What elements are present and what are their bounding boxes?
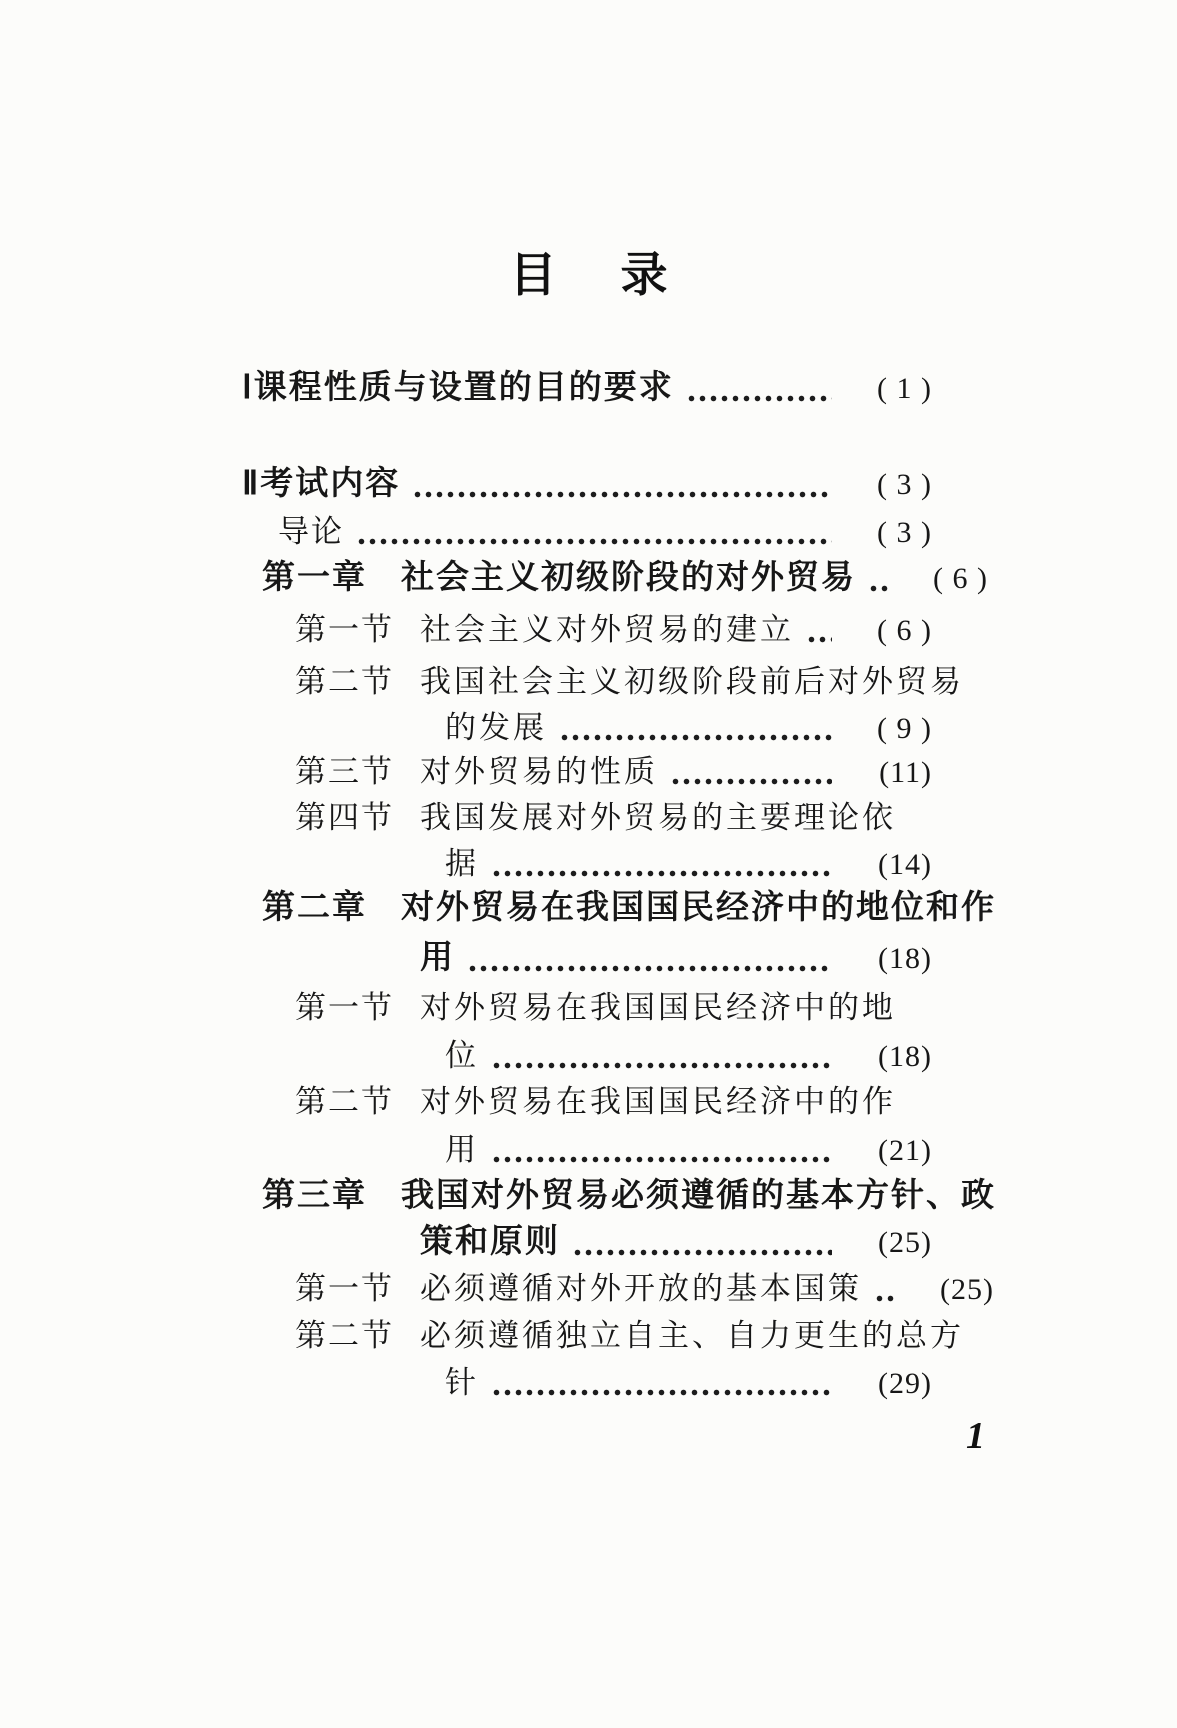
- toc-entry-label: 第一章: [262, 560, 367, 596]
- toc-entry-title: 对外贸易的性质: [420, 754, 658, 789]
- toc-entry-title: 社会主义对外贸易的建立: [420, 612, 794, 647]
- toc-entry-title: 位: [445, 1038, 479, 1073]
- dot-leader: [572, 1249, 832, 1256]
- toc-entry-title: 策和原则: [420, 1224, 560, 1260]
- toc-entry: [386, 1224, 932, 1262]
- toc-entry-page: (29): [878, 1367, 932, 1400]
- toc-entry-label: 导论: [278, 514, 344, 549]
- toc-entry: [262, 1178, 996, 1216]
- toc-entry: [419, 1132, 932, 1169]
- toc-entry-page: (25): [878, 1226, 932, 1259]
- toc-entry-label: 第一节: [295, 990, 394, 1025]
- toc-entry: [419, 710, 932, 747]
- page-number: 1: [966, 1415, 985, 1457]
- toc-entry: [242, 370, 932, 408]
- toc-entry: [262, 890, 996, 928]
- dot-leader: [491, 1062, 832, 1069]
- toc-entry: [295, 800, 932, 836]
- toc-entry-title: 我国对外贸易必须遵循的基本方针、政: [401, 1178, 996, 1214]
- toc-entry-title: 对外贸易在我国国民经济中的作: [420, 1084, 896, 1119]
- dot-leader: [868, 585, 888, 592]
- toc-entry-title: 社会主义初级阶段的对外贸易: [401, 560, 856, 596]
- toc-entry: [295, 990, 932, 1026]
- toc-entry: [295, 1271, 994, 1308]
- toc-entry-title: 必须遵循对外开放的基本国策: [420, 1271, 862, 1306]
- toc-entry: [419, 1038, 932, 1075]
- toc-entry-label: 第四节: [295, 800, 394, 835]
- toc-entry-page: (18): [878, 942, 932, 975]
- toc-entry-label: 第二节: [295, 1318, 394, 1353]
- dot-leader: [806, 636, 832, 643]
- toc-entry-label: 第三章: [262, 1178, 367, 1214]
- toc-entry-title: 我国发展对外贸易的主要理论依: [420, 800, 896, 835]
- toc-entry-page: ( 1 ): [877, 372, 932, 405]
- toc-entry-page: (25): [940, 1273, 994, 1306]
- toc-entry-page: ( 9 ): [877, 712, 932, 745]
- dot-leader: [356, 538, 832, 545]
- toc-entry-title: 对外贸易在我国国民经济中的地位和作: [401, 890, 996, 926]
- toc-entry: [295, 1318, 964, 1354]
- dot-leader: [670, 778, 832, 785]
- toc-entry-label: 第三节: [295, 754, 394, 789]
- dot-leader: [874, 1295, 894, 1302]
- toc-entry-label: 第二章: [262, 890, 367, 926]
- dot-leader: [491, 1156, 832, 1163]
- toc-entry-page: (18): [878, 1040, 932, 1073]
- toc-entry-title: 对外贸易在我国国民经济中的地: [420, 990, 896, 1025]
- toc-title-char: 录: [620, 250, 668, 302]
- toc-entry-title: 必须遵循独立自主、自力更生的总方: [420, 1318, 964, 1353]
- toc-entry-title: 据: [445, 846, 479, 881]
- toc-entry: [295, 612, 932, 649]
- toc-entry: [419, 846, 932, 883]
- toc-entry-page: ( 6 ): [933, 562, 988, 595]
- toc-entry-page: ( 3 ): [877, 516, 932, 549]
- toc-title-char: 目: [509, 250, 557, 302]
- toc-entry-page: (21): [878, 1134, 932, 1167]
- dot-leader: [559, 734, 832, 741]
- toc-entry: [262, 560, 988, 598]
- toc-entry-label: Ⅱ考试内容: [242, 466, 401, 502]
- toc-entry: [295, 754, 932, 791]
- toc-entry-title: 的发展: [445, 710, 547, 745]
- toc-entry-title: 用: [445, 1132, 479, 1167]
- dot-leader: [686, 395, 832, 402]
- toc-entry-title: 我国社会主义初级阶段前后对外贸易: [420, 664, 964, 699]
- toc-entry-title: 针: [445, 1365, 479, 1400]
- toc-entry: [386, 940, 932, 978]
- toc-entry-label: 第二节: [295, 664, 394, 699]
- toc-entry-label: 第二节: [295, 1084, 394, 1119]
- toc-entry: [295, 664, 964, 700]
- toc-entry-page: (14): [878, 848, 932, 881]
- toc-entry-page: (11): [879, 756, 932, 789]
- toc-entry-page: ( 6 ): [877, 614, 932, 647]
- toc-title: [0, 238, 1177, 305]
- toc-entry-page: ( 3 ): [877, 468, 932, 501]
- toc-entry: [295, 1084, 932, 1120]
- dot-leader: [467, 965, 832, 972]
- dot-leader: [491, 870, 832, 877]
- toc-entry: [242, 466, 932, 504]
- toc-entry-title: 用: [420, 940, 455, 976]
- toc-entry-label: Ⅰ课程性质与设置的目的要求: [242, 370, 674, 406]
- toc-entry: [278, 514, 932, 551]
- toc-entry-label: 第一节: [295, 612, 394, 647]
- dot-leader: [412, 491, 832, 498]
- dot-leader: [491, 1389, 832, 1396]
- toc-entry-label: 第一节: [295, 1271, 394, 1306]
- toc-entry: [419, 1365, 932, 1402]
